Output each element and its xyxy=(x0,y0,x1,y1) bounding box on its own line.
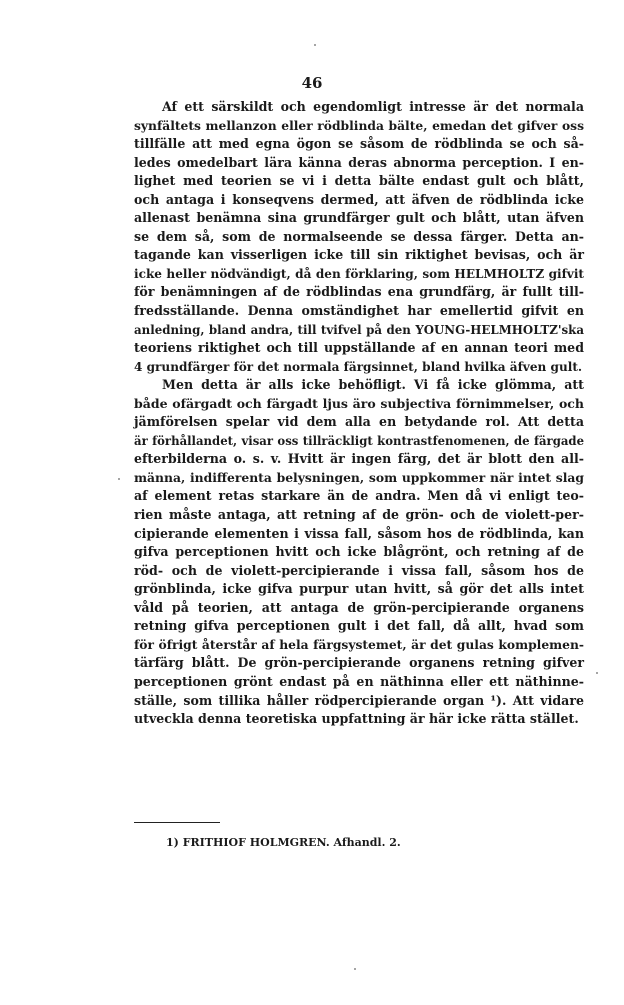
text-line: lighet med teorien se vi i detta bälte endast gult och blått, xyxy=(134,173,584,189)
footnote: 1) FRITHIOF HOLMGREN. Afhandl. 2. xyxy=(166,836,401,849)
text-line: rien måste antaga, att retning af de grön- och de violett-per- xyxy=(134,507,584,523)
text-line: jämförelsen spelar vid dem alla en betydande rol. Att detta xyxy=(134,414,584,430)
text-line: både ofärgadt och färgadt ljus äro subjectiva förnimmelser, och xyxy=(134,395,584,411)
text-line: för öfrigt återstår af hela färgsystemet, är det gulas komplemen- xyxy=(134,636,584,652)
text-line: allenast benämna sina grundfärger gult och blått, utan äfven xyxy=(134,210,584,226)
text-line: tagande kan visserligen icke till sin riktighet bevisas, och är xyxy=(134,247,584,263)
scan-speck xyxy=(596,672,598,674)
paragraph-1 xyxy=(134,98,584,376)
text-line: af element retas starkare än de andra. Men då vi enligt teo- xyxy=(134,488,584,504)
page-number: 46 xyxy=(301,74,323,92)
text-line: icke heller nödvändigt, då den förklaring, som HELMHOLTZ gifvit xyxy=(134,266,584,281)
text-line: anledning, bland andra, till tvifvel på den YOUNG-HELMHOLTZ'ska xyxy=(134,322,584,337)
scan-speck xyxy=(354,968,356,970)
text-line: synfältets mellanzon eller rödblinda bälte, emedan det gifver oss xyxy=(134,117,584,133)
scan-speck xyxy=(118,478,120,480)
text-line: är förhållandet, visar oss tillräckligt kontrastfenomenen, de färgade xyxy=(134,433,584,448)
text-line: och antaga i konseqvens dermed, att äfven de rödblinda icke xyxy=(134,191,584,207)
text-line: utveckla denna teoretiska uppfattning är här icke rätta stället. xyxy=(134,711,579,727)
text-line: perceptionen grönt endast på en näthinna eller ett näthinne- xyxy=(134,673,584,689)
text-line: retning gifva perceptionen gult i det fall, då allt, hvad som xyxy=(134,618,584,634)
footnote-divider xyxy=(134,822,220,823)
text-line: gifva perceptionen hvitt och icke blågrönt, och retning af de xyxy=(134,544,584,560)
text-line: röd- och de violett-percipierande i vissa fall, såsom hos de xyxy=(134,562,584,578)
text-line: Men detta är alls icke behöfligt. Vi få icke glömma, att xyxy=(162,377,584,393)
body-text xyxy=(134,98,584,729)
text-line: efterbilderna o. s. v. Hvitt är ingen färg, det är blott den all- xyxy=(134,451,584,467)
text-line: ställe, som tillika håller rödpercipierande organ ¹). Att vidare xyxy=(134,692,584,708)
text-line: våld på teorien, att antaga de grön-percipierande organens xyxy=(134,599,584,615)
scan-speck xyxy=(314,44,316,46)
text-line: för benämningen af de rödblindas ena grundfärg, är fullt till- xyxy=(134,284,584,300)
text-line: se dem så, som de normalseende se dessa färger. Detta an- xyxy=(134,228,584,244)
text-line: ledes omedelbart lära känna deras abnorma perception. I en- xyxy=(134,154,584,170)
text-line: Af ett särskildt och egendomligt intresse är det normala xyxy=(162,99,584,114)
text-line: tärfärg blått. De grön-percipierande organens retning gifver xyxy=(134,655,584,671)
paragraph-2 xyxy=(134,376,584,728)
text-line: 4 grundfärger för det normala färgsinnet, bland hvilka äfven gult. xyxy=(134,359,583,374)
text-line: grönblinda, icke gifva purpur utan hvitt, så gör det alls intet xyxy=(134,581,584,597)
text-line: cipierande elementen i vissa fall, såsom hos de rödblinda, kan xyxy=(134,525,584,541)
text-line: fredsställande. Denna omständighet har emellertid gifvit en xyxy=(134,303,584,319)
text-line: teoriens riktighet och till uppställande af en annan teori med xyxy=(134,340,584,356)
text-line: männa, indifferenta belysningen, som uppkommer när intet slag xyxy=(134,469,584,485)
text-line: tillfälle att med egna ögon se såsom de rödblinda se och så- xyxy=(134,136,584,152)
